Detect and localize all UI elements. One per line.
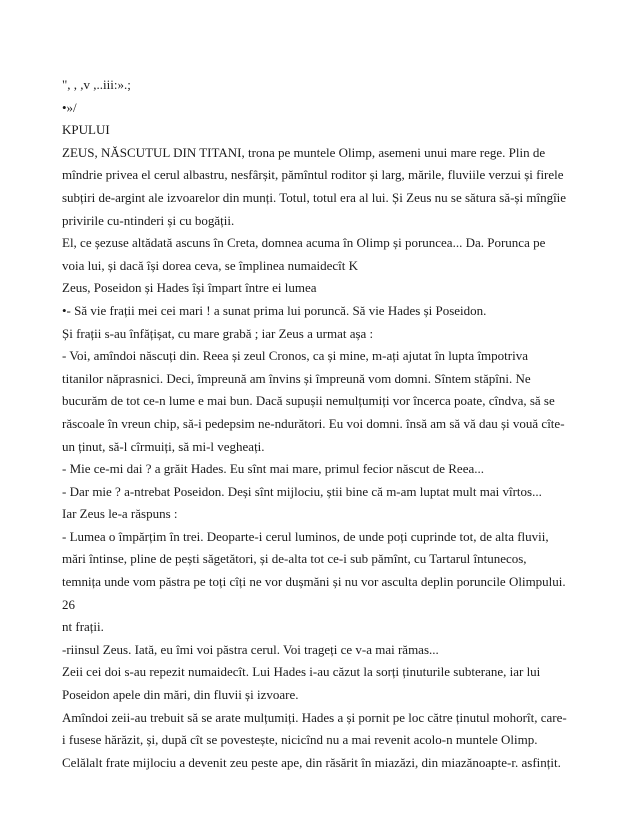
text-line: i fusese hărăzit, și, după cît se povestește, nicicînd nu a mai revenit acolo-n muntele Olimp. bbox=[62, 732, 538, 748]
text-line: El, ce șezuse altădată ascuns în Creta, domnea acuma în Olimp și poruncea... Da. Porunca pe bbox=[62, 235, 546, 251]
text-body bbox=[62, 74, 568, 774]
text-line: nt frații. bbox=[62, 619, 104, 635]
text-line: - Lumea o împărțim în trei. Deoparte-i cerul luminos, de unde poți cuprinde tot, de alta fluvii, bbox=[62, 528, 549, 544]
text-line: subțiri de-argint ale izvoarelor din munți. Totul, totul era al lui. Și Zeus nu se sătura să-și mîngîie bbox=[62, 189, 567, 205]
text-line: - Dar mie ? a-ntrebat Poseidon. Deși sînt mijlociu, știi bine că m-am luptat mult mai vîrtos... bbox=[62, 483, 542, 499]
text-line: Poseidon apele din mări, din fluvii și izvoare. bbox=[62, 687, 299, 703]
text-line: mîndrie privea el cerul albastru, nesfârșit, pămîntul roditor și larg, mările, fluviile verzui și firele bbox=[62, 167, 564, 183]
text-line: Iar Zeus le-a răspuns : bbox=[62, 506, 178, 522]
text-line: - Voi, amîndoi născuți din. Reea și zeul Cronos, ca și mine, m-ați ajutat în lupta împotriva bbox=[62, 348, 528, 364]
text-line: ZEUS, NĂSCUTUL DIN TITANI, trona pe muntele Olimp, asemeni unui mare rege. Plin de bbox=[62, 144, 546, 160]
section-heading: Zeus, Poseidon și Hades își împart între ei lumea bbox=[62, 280, 317, 296]
text-line: voia lui, și dacă își dorea ceva, se împlinea numaidecît K bbox=[62, 257, 359, 273]
chapter-heading: KPULUI bbox=[62, 122, 110, 138]
text-line: titanilor năprasnici. Deci, împreună am învins și împreună vom domni. Sîntem stăpîni. Ne bbox=[62, 370, 531, 386]
text-line: mări întinse, pline de pești săgetători, și de-alta tot ce-i sub pămînt, cu Tartarul întunecos, bbox=[62, 551, 527, 567]
text-line: Și frații s-au înfățișat, cu mare grabă ; iar Zeus a urmat așa : bbox=[62, 325, 374, 341]
text-line: •»/ bbox=[62, 99, 77, 115]
text-line: •- Să vie frații mei cei mari ! a sunat prima lui poruncă. Să vie Hades și Poseidon. bbox=[62, 302, 487, 318]
text-line: ", , ,v ,..iii:».; bbox=[62, 77, 131, 92]
text-line: răscoale în vreun chip, să-i pedepsim ne-ndurători. Eu voi domni. însă am să vă dau și vouă cîte- bbox=[62, 415, 565, 431]
text-line: Amîndoi zeii-au trebuit să se arate mulțumiți. Hades a și pornit pe loc către ținutul mohorît, care- bbox=[62, 709, 567, 725]
text-line: - Mie ce-mi dai ? a grăit Hades. Eu sînt mai mare, primul fecior născut de Reea... bbox=[62, 461, 484, 477]
text-line: privirile cu-ntinderi și cu bogății. bbox=[62, 212, 235, 228]
text-line: Zeii cei doi s-au repezit numaidecît. Lui Hades i-au căzut la sorți ținuturile subterane, iar lui bbox=[62, 664, 541, 680]
text-line: temnița unde vom păstra pe toți cîți ne vor dușmăni și nu vor asculta deplin poruncile Olimpului. bbox=[62, 574, 566, 590]
text-line: Celălalt frate mijlociu a devenit zeu peste ape, din răsărit în miazăzi, din miazănoapte-r. asfințit. bbox=[62, 754, 561, 770]
text-line: un ținut, să-l cîrmuiți, să mi-l vegheați. bbox=[62, 438, 265, 454]
text-line: -riinsul Zeus. Iată, eu îmi voi păstra cerul. Voi trageți ce v-a mai rămas... bbox=[62, 641, 439, 657]
text-line: bucurăm de tot ce-n lume e mai bun. Dacă supușii nemulțumiți vor încerca poate, cîndva, să se bbox=[62, 393, 555, 409]
page-number: 26 bbox=[62, 596, 75, 612]
